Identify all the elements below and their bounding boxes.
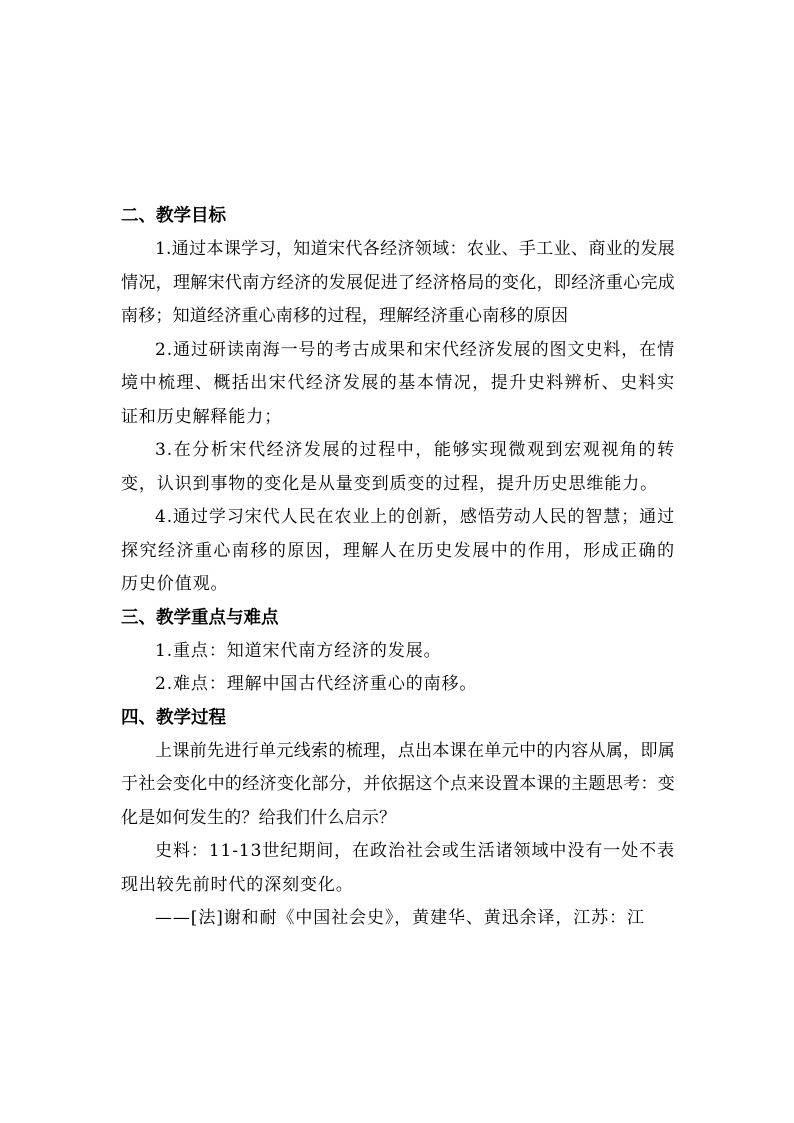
goal-paragraph-3: 3.在分析宋代经济发展的过程中，能够实现微观到宏观视角的转变，认识到事物的变化是从量变到质变的过程，提升历史思维能力。 [121, 440, 675, 494]
section-heading-teaching-goals: 二、教学目标 [121, 206, 226, 226]
difficult-point-item: 2.难点：理解中国古代经济重心的南移。 [155, 674, 478, 694]
goal-paragraph-1: 1.通过本课学习，知道宋代各经济领域：农业、手工业、商业的发展情况，理解宋代南方经济的发展促进了经济格局的变化，即经济重心完成南移；知道经济重心南移的过程，理解经济重心南移的原因 [121, 239, 675, 326]
goal-paragraph-2: 2.通过研读南海一号的考古成果和宋代经济发展的图文史料，在情境中梳理、概括出宋代经济发展的基本情况，提升史料辨析、史料实证和历史解释能力； [121, 339, 675, 427]
key-point-item: 1.重点：知道宋代南方经济的发展。 [155, 640, 442, 661]
document-body [121, 200, 675, 936]
section-heading-teaching-process: 四、教学过程 [121, 707, 226, 728]
source-quote-paragraph: 史料：11-13世纪期间，在政治社会或生活诸领域中没有一处不表现出较先前时代的深刻变化。 [121, 841, 675, 895]
section-heading-key-points: 三、教学重点与难点 [121, 607, 279, 628]
goal-paragraph-4: 4.通过学习宋代人民在农业上的创新，感悟劳动人民的智慧；通过探究经济重心南移的原因，理解人在历史发展中的作用，形成正确的历史价值观。 [121, 507, 675, 594]
source-citation: ——[法]谢和耐《中国社会史》，黄建华、黄迅余译，江苏：江 [155, 908, 645, 928]
process-intro-paragraph: 上课前先进行单元线索的梳理，点出本课在单元中的内容从属，即属于社会变化中的经济变化部分，并依据这个点来设置本课的主题思考：变化是如何发生的？给我们什么启示？ [121, 740, 675, 828]
